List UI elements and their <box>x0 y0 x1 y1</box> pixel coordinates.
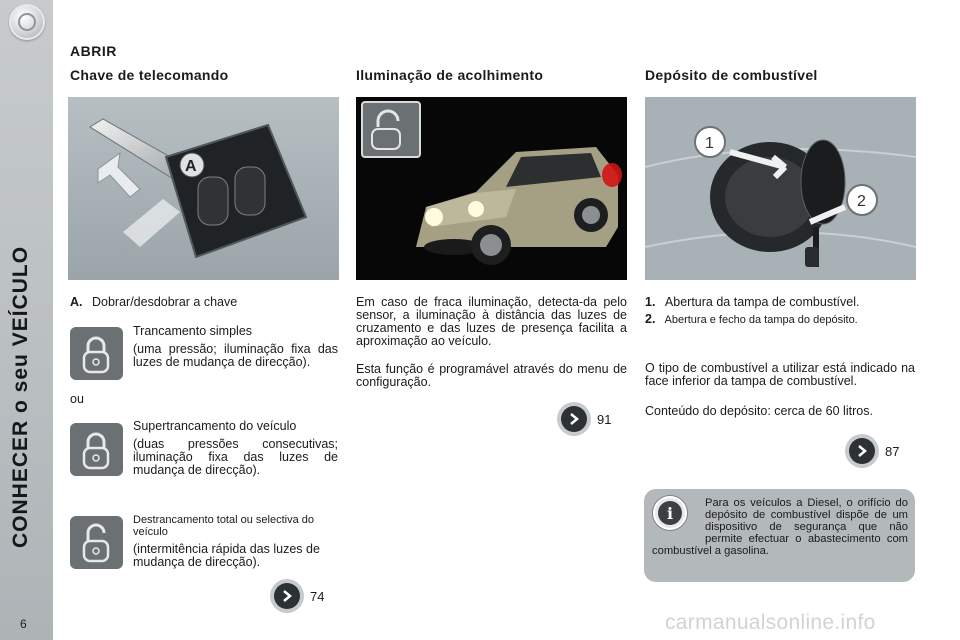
fuel-para-2: Conteúdo do depósito: cerca de 60 litros. <box>645 404 873 418</box>
brand-logo-icon <box>9 4 45 40</box>
remote-key-photo <box>68 97 339 280</box>
lock2-desc: (duas pressões consecutivas; iluminação fixa das luzes de mudança de direcção). <box>133 437 338 477</box>
lock1-title: Trancamento simples <box>133 324 253 338</box>
lock2-title: Supertrancamento do veículo <box>133 419 297 433</box>
welcome-para-2: Esta função é programável através do menu de configuração. <box>356 362 627 389</box>
callout-1: 1 <box>705 135 714 152</box>
fuel-step-num: 2. <box>645 312 656 326</box>
page-ref-number: 74 <box>310 588 325 604</box>
sidebar <box>0 0 53 640</box>
welcome-lighting-title: Iluminação de acolhimento <box>356 67 544 83</box>
item-a-text: Dobrar/desdobrar a chave <box>91 295 238 309</box>
fuel-step-1 <box>645 296 916 309</box>
fuel-cap-photo <box>645 97 916 280</box>
lock3-title: Destrancamento total ou selectiva do veículo <box>133 514 314 538</box>
chapter-title: CONHECER o seu VEÍCULO <box>9 245 32 548</box>
car-photo <box>356 97 627 280</box>
remote-key-title: Chave de telecomando <box>70 67 229 83</box>
page-ref-number: 87 <box>885 443 900 459</box>
fuel-step-2 <box>645 313 916 327</box>
fuel-para-1: O tipo de combustível a utilizar está indicado na face inferior da tampa de combustível. <box>645 361 915 388</box>
item-a-label: A. <box>70 295 83 309</box>
lock-super-icon <box>69 422 124 477</box>
page-ref-91[interactable] <box>557 400 611 438</box>
lock-open-icon <box>69 515 124 570</box>
chevron-right-icon <box>557 402 591 436</box>
fuel-tank-title: Depósito de combustível <box>645 67 818 83</box>
page-number: 6 <box>20 617 27 631</box>
callout-2: 2 <box>857 193 866 210</box>
fuel-step-text: Abertura e fecho da tampa do depósito. <box>664 314 858 326</box>
chevron-right-icon <box>845 434 879 468</box>
lock1-desc: (uma pressão; iluminação fixa das luzes de mudança de direcção). <box>133 342 338 369</box>
info-icon: i <box>653 496 687 530</box>
watermark: carmanualsonline.info <box>665 611 876 634</box>
page-ref-74[interactable] <box>270 577 324 615</box>
lock3-desc: (intermitência rápida das luzes de mudança de direcção). <box>133 542 320 569</box>
note-text: Para os veículos a Diesel, o orifício do depósito de combustível dispõe de um dispositivo de segurança que não permite efectuar o abastecimento com combustível a gasolina. <box>652 497 908 557</box>
lock-closed-icon <box>69 326 124 381</box>
fuel-step-text: Abertura da tampa de combustível. <box>664 295 860 309</box>
photo-label-a: A <box>185 158 197 175</box>
diesel-info-note <box>644 489 915 582</box>
section-title: ABRIR <box>70 43 117 59</box>
fuel-step-num: 1. <box>645 295 656 309</box>
item-a <box>70 296 237 309</box>
welcome-para-1: Em caso de fraca iluminação, detecta-da pelo sensor, a iluminação à distância das luzes de cruzamento e das luzes de presença facilita a aproximação ao veículo. <box>356 295 627 348</box>
or-text: ou <box>70 392 84 406</box>
chevron-right-icon <box>270 579 304 613</box>
page-ref-number: 91 <box>597 411 612 427</box>
page-ref-87[interactable] <box>845 432 899 470</box>
